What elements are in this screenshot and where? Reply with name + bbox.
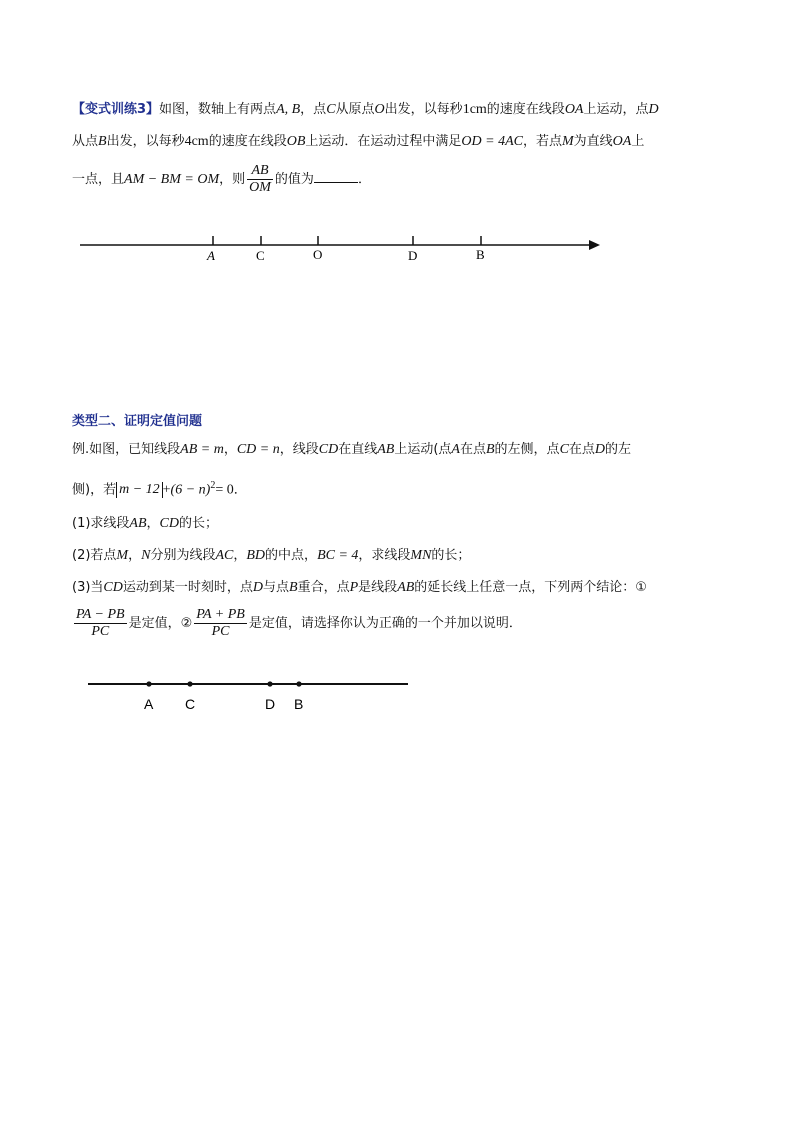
fraction-ab-om: $\frac{AB}{OM}$ xyxy=(249,163,271,195)
exercise-line-1: 【变式训练3】如图，数轴上有两点A, B，点C从原点O出发，以每秒1cm的速度在线段OA上运动，点D xyxy=(72,102,659,117)
exercise-line-3: 一点，且AM − BM = OM，则 $\frac{AB}{OM}$ 的值为 ． xyxy=(72,163,371,195)
line-label-B: B xyxy=(294,696,304,712)
point-C xyxy=(187,681,192,686)
point-B xyxy=(296,681,301,686)
example-line-1: 例.如图，已知线段AB = m，CD = n，线段CD在直线AB上运动(点A在点B的左侧，点C在点D的左 xyxy=(72,442,632,457)
section-heading: 类型二、证明定值问题 xyxy=(72,414,203,429)
axis-label-B: B xyxy=(476,247,485,262)
question-3-line-2: $\frac{PA - PB}{PC}$ 是定值，② $\frac{PA + PB}{PC}$ 是定值，请选择你认为正确的一个并加以说明． xyxy=(76,607,522,639)
line-label-D: D xyxy=(265,696,276,712)
axis-arrow-icon xyxy=(589,240,600,250)
exercise-line-2: 从点B出发，以每秒4cm的速度在线段OB上运动．在运动过程中满足OD = 4AC，若点M为直线OA上 xyxy=(72,134,645,149)
axis-label-A: A xyxy=(207,248,215,263)
answer-blank xyxy=(314,170,358,183)
axis-label-C: C xyxy=(256,248,265,263)
segment-diagram xyxy=(0,672,794,718)
question-1: (1)求线段AB，CD的长； xyxy=(72,516,219,531)
axis-label-O: O xyxy=(313,247,323,262)
fraction-pa-plus-pb: $\frac{PA + PB}{PC}$ xyxy=(196,607,245,639)
example-line-2: 侧)，若 $m - 12 +(6 - n)^2= 0$． xyxy=(72,480,247,498)
question-3-line-1: (3)当CD运动到某一时刻时，点D与点B重合，点P是线段AB的延长线上任意一点，下列两个结论：① xyxy=(72,580,647,595)
fraction-pa-minus-pb: $\frac{PA - PB}{PC}$ xyxy=(76,607,125,639)
axis-label-D: D xyxy=(408,248,418,263)
exercise-tag: 【变式训练3】 xyxy=(72,102,160,117)
question-2: (2)若点M，N分别为线段AC，BD的中点，BC = 4，求线段MN的长； xyxy=(72,548,471,563)
point-D xyxy=(267,681,272,686)
line-label-C: C xyxy=(185,696,196,712)
line-label-A: A xyxy=(144,696,154,712)
point-A xyxy=(146,681,151,686)
absolute-value: m − 12 xyxy=(116,482,163,498)
number-axis xyxy=(0,228,794,276)
